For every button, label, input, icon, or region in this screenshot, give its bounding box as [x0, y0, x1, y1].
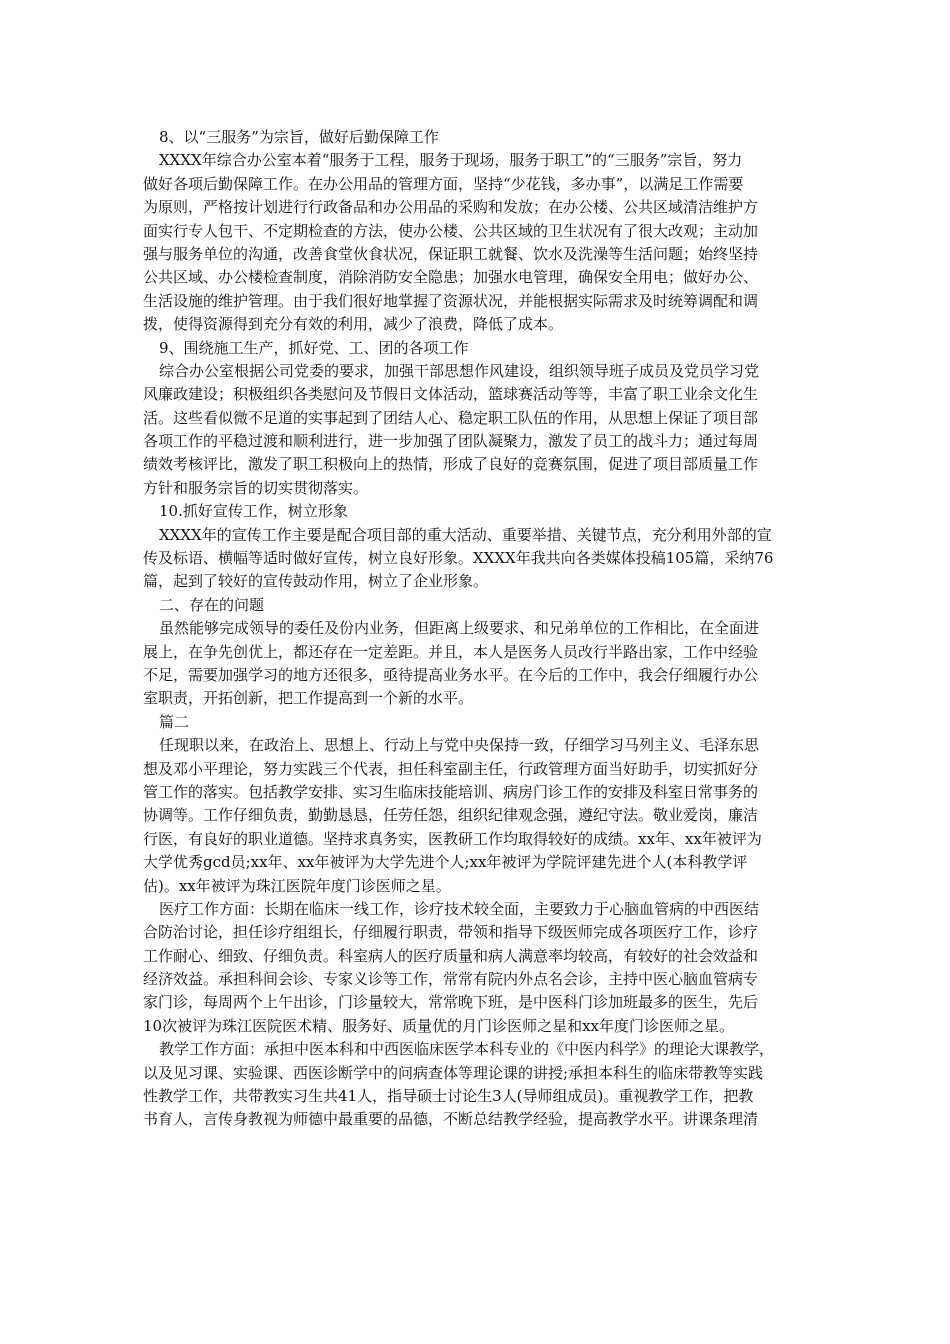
text-line: 篇，起到了较好的宣传鼓动作用，树立了企业形象。 — [143, 572, 489, 591]
text-line: XXXX年综合办公室本着“服务于工程，服务于现场，服务于职工”的“三服务”宗旨，努力 — [159, 151, 743, 170]
text-line: 合防治讨论，担任诊疗组组长，仔细履行职责，带领和指导下级医师完成各项医疗工作，诊疗 — [143, 923, 759, 942]
text-line: XXXX年的宣传工作主要是配合项目部的重大活动、重要举措、关键节点，充分利用外部的宣 — [159, 525, 772, 544]
text-line: 教学工作方面：承担中医本科和中西医临床医学本科专业的《中医内科学》的理论大课教学， — [159, 1040, 775, 1059]
text-line: 做好各项后勤保障工作。在办公用品的管理方面，坚持“少花钱，多办事”，以满足工作需要 — [143, 174, 744, 193]
text-line: 不足，需要加强学习的地方还很多，亟待提高业务水平。在今后的工作中，我会仔细履行办公 — [143, 665, 759, 684]
text-line: 强与服务单位的沟通，改善食堂伙食状况，保证职工就餐、饮水及洗澡等生活问题；始终坚持 — [143, 244, 759, 263]
document-body — [143, 126, 805, 1132]
text-line: 各项工作的平稳过渡和顺利进行，进一步加强了团队凝聚力，激发了员工的战斗力；通过每周 — [143, 432, 759, 451]
text-line: 公共区域、办公楼检查制度，消除消防安全隐患；加强水电管理，确保安全用电；做好办公、 — [143, 268, 759, 287]
text-line: 风廉政建设；积极组织各类慰问及节假日文体活动，篮球赛活动等等，丰富了职工业余文化生 — [143, 385, 759, 404]
text-line: 想及邓小平理论，努力实践三个代表，担任科室副主任，行政管理方面当好助手，切实抓好分 — [143, 759, 759, 778]
text-line: 活。这些看似微不足道的实事起到了团结人心、稳定职工队伍的作用，从思想上保证了项目部 — [143, 408, 759, 427]
text-line: 虽然能够完成领导的委任及份内业务，但距离上级要求、和兄弟单位的工作相比，在全面进 — [159, 619, 760, 638]
text-line: 任现职以来，在政治上、思想上、行动上与党中央保持一致，仔细学习马列主义、毛泽东思 — [159, 736, 760, 755]
text-line: 8、以“三服务”为宗旨，做好后勤保障工作 — [159, 128, 439, 146]
text-line: 生活设施的维护管理。由于我们很好地掌握了资源状况，并能根据实际需求及时统筹调配和调 — [143, 291, 759, 310]
text-line: 室职责，开拓创新，把工作提高到一个新的水平。 — [143, 689, 474, 708]
text-line: 行医，有良好的职业道德。坚持求真务实，医教研工作均取得较好的成绩。xx年、xx年被评为 — [143, 829, 762, 848]
text-line: 二、存在的问题 — [159, 595, 265, 614]
text-line: 面实行专人包干、不定期检查的方法，使办公楼、公共区域的卫生状况有了很大改观；主动加 — [143, 221, 759, 240]
text-line: 9、围绕施工生产，抓好党、工、团的各项工作 — [159, 338, 469, 357]
text-line: 家门诊，每周两个上午出诊，门诊量较大，常常晚下班，是中医科门诊加班最多的医生，先后 — [143, 993, 759, 1012]
text-line: 10.抓好宣传工作，树立形象 — [159, 502, 348, 521]
text-line: 工作耐心、细致、仔细负责。科室病人的医疗质量和病人满意率均较高，有较好的社会效益和 — [143, 946, 759, 965]
text-line: 综合办公室根据公司党委的要求，加强干部思想作风建设，组织领导班子成员及党员学习党 — [159, 361, 760, 380]
text-line: 估)。xx年被评为珠江医院年度门诊医师之星。 — [143, 876, 451, 895]
text-line: 经济效益。承担科间会诊、专家义诊等工作，常常有院内外点名会诊，主持中医心脑血管病专 — [143, 970, 759, 989]
text-line: 协调等。工作仔细负责，勤勤恳恳，任劳任怨，组织纪律观念强，遵纪守法。敬业爱岗，廉洁 — [143, 806, 759, 825]
text-line: 展上，在争先创优上，都还存在一定差距。并且，本人是医务人员改行半路出家，工作中经验 — [143, 642, 759, 661]
text-line: 以及见习课、实验课、西医诊断学中的问病查体等理论课的讲授;承担本科生的临床带教等实践 — [143, 1063, 764, 1082]
text-line: 绩效考核评比，激发了职工积极向上的热情，形成了良好的竞赛氛围，促进了项目部质量工作 — [143, 455, 759, 474]
text-line: 书育人，言传身教视为师德中最重要的品德，不断总结教学经验，提高教学水平。讲课条理清 — [143, 1110, 759, 1129]
text-line: 性教学工作，共带教实习生共41人，指导硕士讨论生3人(导师组成员)。重视教学工作，把教 — [143, 1087, 754, 1106]
text-line: 10次被评为珠江医院医术精、服务好、质量优的月门诊医师之星和xx年度门诊医师之星。 — [143, 1016, 735, 1035]
text-line: 医疗工作方面：长期在临床一线工作，诊疗技术较全面，主要致力于心脑血管病的中西医结 — [159, 899, 760, 918]
text-line: 大学优秀gcd员;xx年、xx年被评为大学先进个人;xx年被评为学院评建先进个人(本科教学评 — [143, 853, 748, 872]
text-line: 管工作的落实。包括教学安排、实习生临床技能培训、病房门诊工作的安排及科室日常事务的 — [143, 782, 759, 801]
text-line: 方针和服务宗旨的切实贯彻落实。 — [143, 478, 369, 497]
text-line: 为原则，严格按计划进行行政备品和办公用品的采购和发放；在办公楼、公共区域清洁维护方 — [143, 198, 759, 217]
text-line: 篇二 — [159, 712, 190, 731]
text-line: 拨，使得资源得到充分有效的利用，减少了浪费，降低了成本。 — [143, 315, 564, 334]
text-lines — [143, 126, 805, 1132]
text-line: 传及标语、横幅等适时做好宣传，树立良好形象。XXXX年我共向各类媒体投稿105篇，采纳76 — [143, 549, 774, 568]
